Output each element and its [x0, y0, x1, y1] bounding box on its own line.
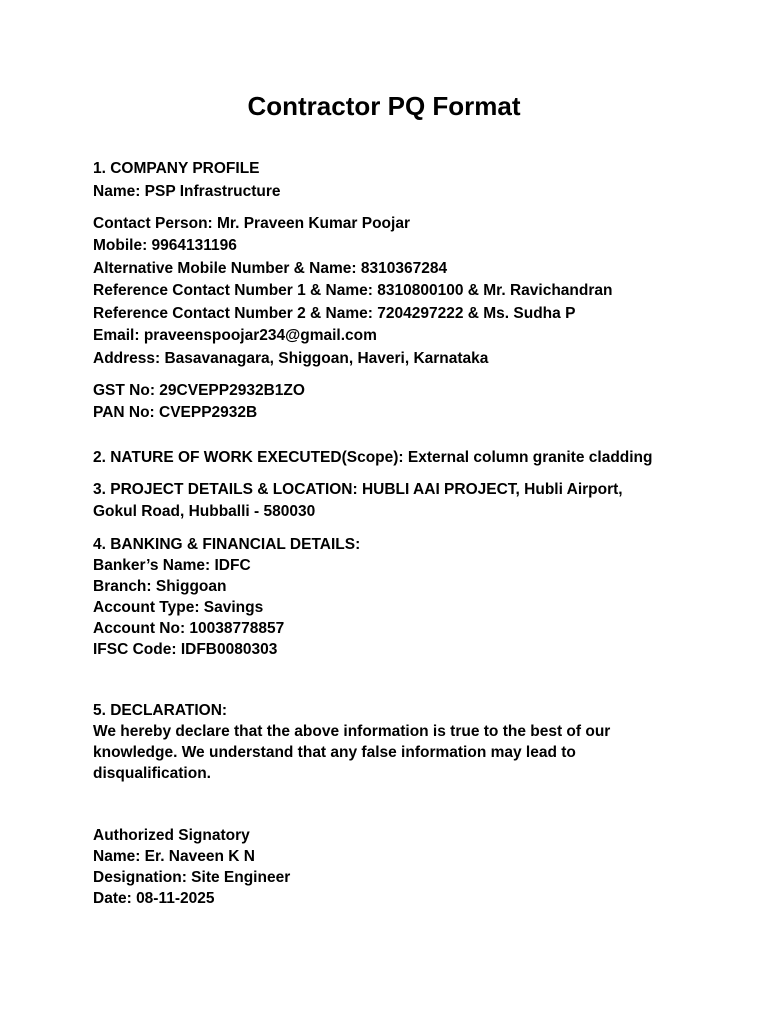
mobile-number: Mobile: 9964131196	[93, 237, 237, 254]
nature-of-work: 2. NATURE OF WORK EXECUTED(Scope): External column granite cladding	[93, 449, 653, 466]
company-profile-heading: 1. COMPANY PROFILE	[93, 160, 260, 177]
ifsc-code: IFSC Code: IDFB0080303	[93, 641, 278, 658]
declaration-heading: 5. DECLARATION:	[93, 702, 228, 719]
pan-number: PAN No: CVEPP2932B	[93, 404, 258, 421]
account-type: Account Type: Savings	[93, 599, 264, 616]
document-title: Contractor PQ Format	[247, 91, 521, 121]
reference-contact-1: Reference Contact Number 1 & Name: 8310800100 & Mr. Ravichandran	[93, 282, 613, 299]
banker-name: Banker’s Name: IDFC	[93, 557, 251, 574]
branch-name: Branch: Shiggoan	[93, 578, 227, 595]
project-details: 3. PROJECT DETAILS & LOCATION: HUBLI AAI PROJECT, Hubli Airport, Gokul Road, Hubballi - 580030	[93, 481, 623, 520]
alternative-mobile: Alternative Mobile Number & Name: 8310367284	[93, 260, 448, 277]
account-number: Account No: 10038778857	[93, 620, 285, 637]
signatory-name: Name: Er. Naveen K N	[93, 848, 255, 865]
postal-address: Address: Basavanagara, Shiggoan, Haveri, Karnataka	[93, 350, 489, 367]
signatory-date: Date: 08-11-2025	[93, 890, 215, 907]
banking-heading: 4. BANKING & FINANCIAL DETAILS:	[93, 536, 361, 553]
signatory-designation: Designation: Site Engineer	[93, 869, 291, 886]
email-address: Email: praveenspoojar234@gmail.com	[93, 327, 377, 344]
declaration-text: We hereby declare that the above information is true to the best of our knowledge. We understand that any false information may lead to disqualification.	[93, 723, 611, 782]
company-name: Name: PSP Infrastructure	[93, 183, 281, 200]
signatory-heading: Authorized Signatory	[93, 827, 250, 844]
gst-number: GST No: 29CVEPP2932B1ZO	[93, 382, 305, 399]
reference-contact-2: Reference Contact Number 2 & Name: 7204297222 & Ms. Sudha P	[93, 305, 576, 322]
contact-person: Contact Person: Mr. Praveen Kumar Poojar	[93, 215, 410, 232]
